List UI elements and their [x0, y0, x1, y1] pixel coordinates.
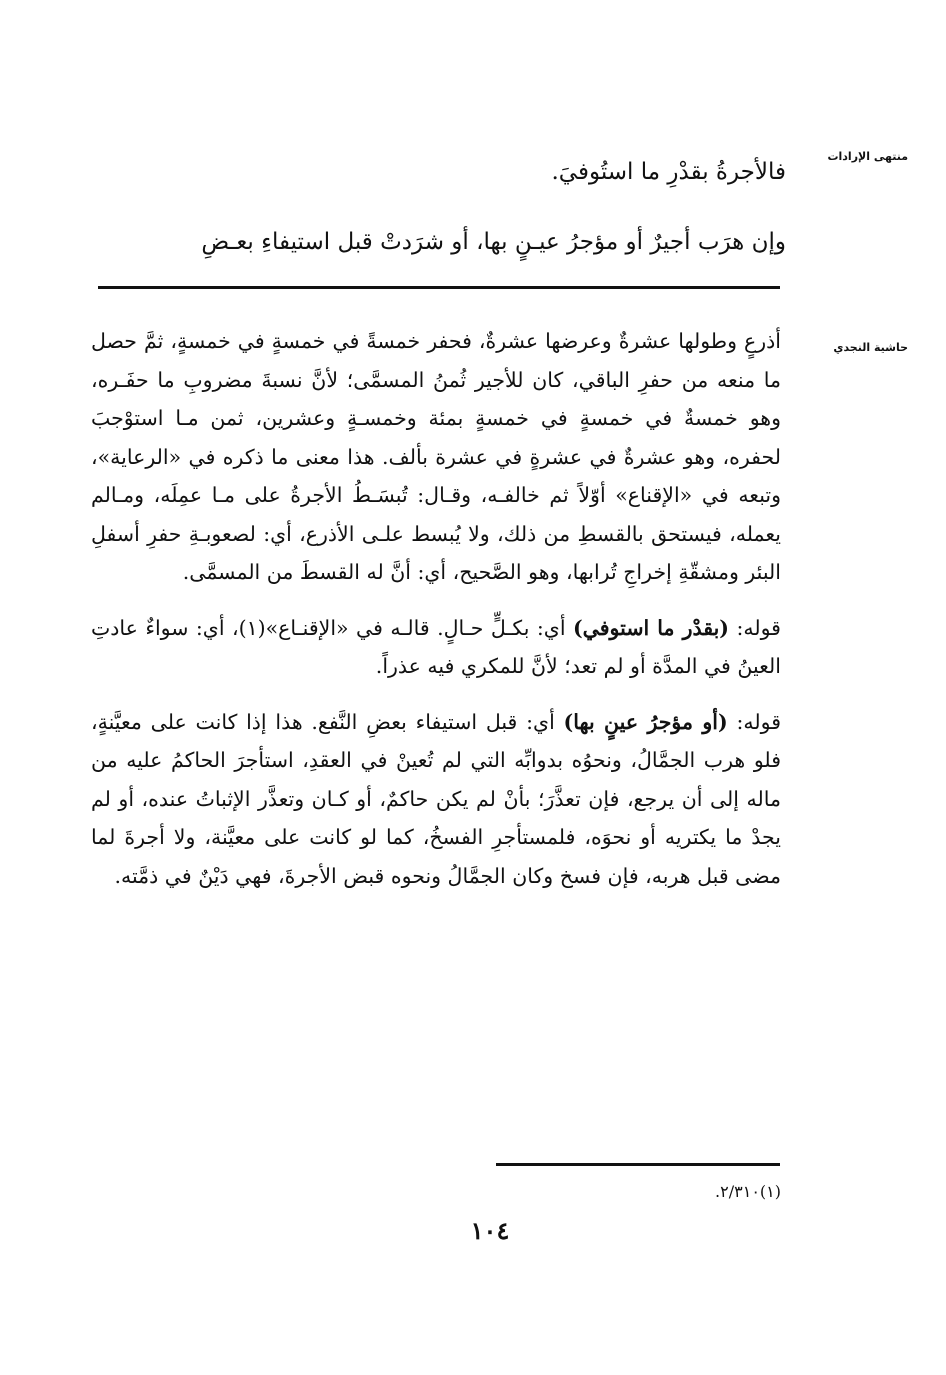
- matn-source-label: منتهى الإرادات: [827, 150, 908, 163]
- matn-line-2: وإن هرَب أجيرٌ أو مؤجرُ عيـنٍ بها، أو شرَدتْ قبل استيفاءِ بعـضِ: [201, 229, 786, 255]
- hashiya-paragraph-1: أذرعٍ وطولها عشرةٌ وعرضها عشرةٌ، فحفر خمسةً في خمسةٍ في خمسةٍ، ثمَّ حصل ما منعه من حفرِ الباقي، كان للأجير ثُمنُ المسمَّى؛ لأنَّ نسبةَ مضروبِ ما حفَـره، وهو خمسةٌ في خمسةٍ في خمسةٍ بمئة وخمسـةٍ وعشرين، ثمن مـا استوْجبَ لحفره، وهو عشرةٌ في عشرةٍ في عشرة بألف. هذا معنى ما ذكره في «الرعاية»، وتبعه في «الإقناع» أوّلاً ثم خالفـه، وقـال: تُبسَـطُ الأجرةُ على مـا عمِلَه، ومـالم يعمله، فيستحق بالقسطِ من ذلك، ولا يُبسط علـى الأذرع، أي: لصعوبـةِ حفرِ أسفلِ البئر ومشقّةِ إخراجِ تُرابها، وهو الصَّحيح، أي: أنَّ له القسطَ من المسمَّى.: [91, 329, 781, 584]
- paragraph-body: أي: بكـلٍّ حـالٍ. قالـه في «الإقنـاع»(١)، أي: سواءٌ عادتِ العينُ في المدَّة أو لم تعد؛ لأنَّ للمكري فيه عذراً.: [91, 615, 781, 678]
- hashiya-paragraph-2: [91, 609, 781, 686]
- paragraph-prefix: قوله:: [729, 615, 781, 640]
- footnote: (١)٢/٣١٠.: [715, 1182, 781, 1201]
- paragraph-prefix: قوله:: [727, 709, 781, 734]
- quoted-phrase: (بقدْر ما استوفي): [572, 615, 729, 640]
- paragraph-body: أي: قبل استيفاء بعضِ النَّفع. هذا إذا كانت على معيَّنةٍ، فلو هرب الجمَّالُ، ونحوُه بدوابِّه التي لم تُعينْ في العقدِ، استأجرَ الحاكمُ عليه من ماله إلى أن يرجع، فإن تعذَّرَ؛ بأنْ لم يكن حاكمٌ، أو كـان وتعذَّر الإثباتُ عنده، أو لم يجدْ ما يكتريه أو نحوَه، فلمستأجرِ الفسخُ، كما لو كانت على معيَّنة، ولا أجرةَ لما مضى قبل هربه، فإن فسخ وكان الجمَّالُ ونحوه قبض الأجرةَ، فهي دَيْنٌ في ذمَّته.: [91, 709, 781, 888]
- hashiya-paragraph-3: [91, 703, 781, 896]
- page-number: ١٠٤: [470, 1216, 510, 1245]
- matn-line-1: فالأجرةُ بقدْرِ ما استُوفيَ.: [551, 159, 786, 185]
- quoted-phrase: (أو مؤجرُ عينٍ بها): [563, 709, 728, 734]
- footnote-separator-rule: [496, 1163, 780, 1166]
- hashiya-source-label: حاشية النجدي: [833, 341, 908, 354]
- hashiya-text: [91, 322, 781, 912]
- matn-separator-rule: [98, 286, 780, 289]
- matn-text: [96, 137, 786, 277]
